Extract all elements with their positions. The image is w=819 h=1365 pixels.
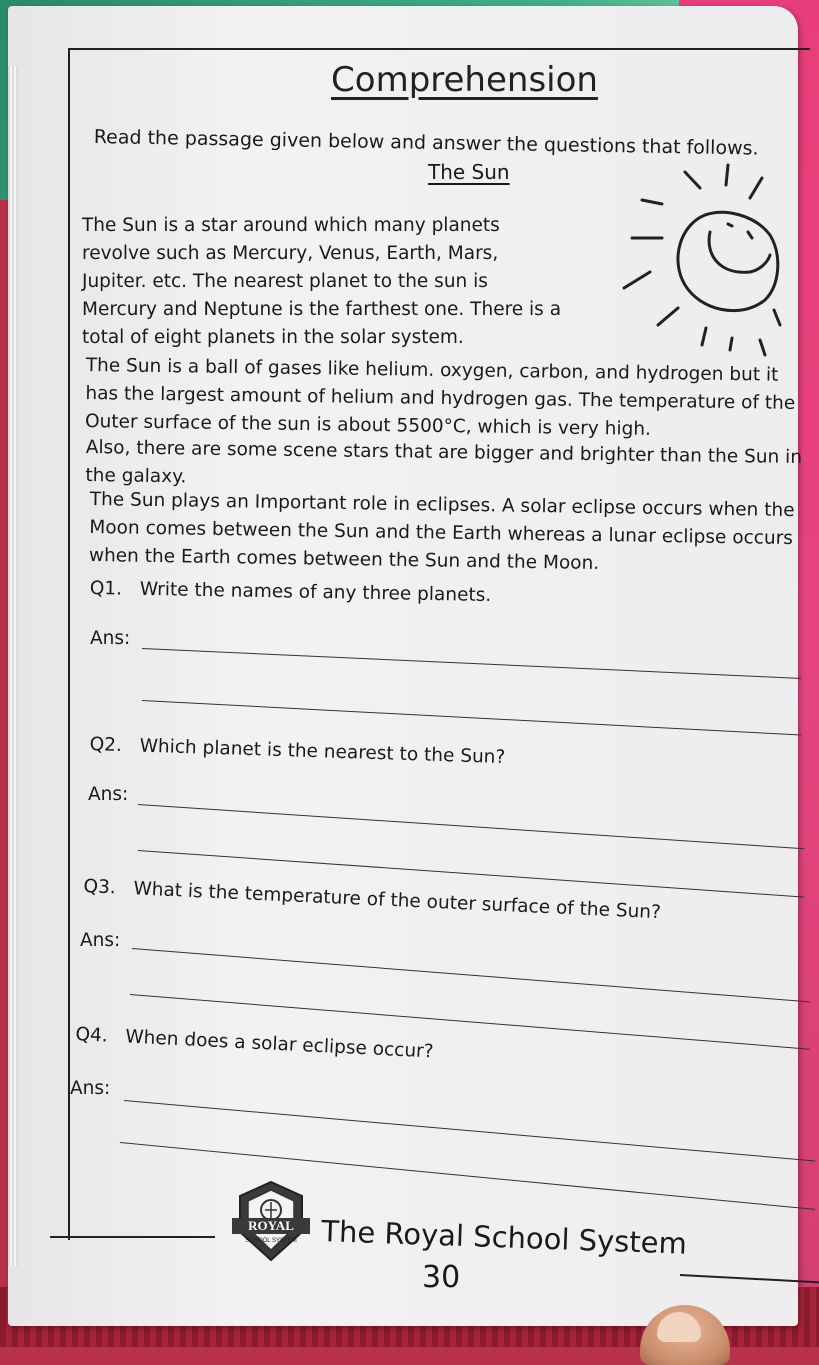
answer-label: Ans: [90, 628, 131, 649]
question-3 [83, 876, 661, 923]
school-name: The Royal School System [320, 1214, 688, 1261]
answer-label: Ans: [80, 930, 121, 951]
question-number: Q1. [89, 578, 123, 600]
answer-line[interactable] [142, 648, 801, 679]
question-number: Q4. [74, 1024, 109, 1047]
question-number: Q3. [83, 876, 117, 899]
sun-drawing-icon [610, 160, 790, 360]
paragraph-1: The Sun is a star around which many planets revolve such as Mercury, Venus, Earth, Mars, Jupiter. etc. The nearest planet to the sun is Mercury and Neptune is the farthest one. There is a total of eight planets in the solar system. [82, 215, 562, 348]
question-1 [90, 578, 492, 606]
answer-label: Ans: [88, 784, 129, 805]
question-text: When does a solar eclipse occur? [124, 1026, 434, 1063]
question-text: What is the temperature of the outer surface of the Sun? [132, 878, 662, 924]
page-number: 30 [422, 1260, 461, 1295]
answer-line[interactable] [132, 948, 810, 1002]
paragraph-2: The Sun is a ball of gases like helium. oxygen, carbon, and hydrogen but it has the largest amount of helium and hydrogen gas. The temperature of the Outer surface of the sun is about 5500°C, which is very high. [84, 354, 796, 440]
question-4 [75, 1024, 434, 1062]
paragraph-4: The Sun plays an Important role in eclipses. A solar eclipse occurs when the Moon comes between the Sun and the Earth whereas a lunar eclipse occurs when the Earth comes between the Sun and the Moon. [88, 488, 795, 575]
paragraph-3: Also, there are some scene stars that are bigger and brighter than the Sun in the galaxy. [85, 436, 803, 488]
question-2 [89, 734, 505, 768]
answer-label: Ans: [70, 1078, 111, 1099]
answer-line[interactable] [142, 700, 801, 736]
footer-rule-right [680, 1274, 819, 1283]
answer-line[interactable] [138, 804, 805, 849]
footer-rule-left [50, 1236, 215, 1238]
instructions: Read the passage given below and answer the questions that follows. [93, 126, 759, 160]
question-text: Which planet is the nearest to the Sun? [139, 735, 506, 769]
passage-title: The Sun [428, 160, 510, 184]
question-number: Q2. [89, 734, 123, 757]
logo-text: ROYAL [248, 1218, 294, 1233]
logo-subtext: SCHOOL SYSTEM [245, 1238, 297, 1244]
page-title: Comprehension [331, 60, 598, 100]
question-text: Write the names of any three planets. [139, 578, 492, 607]
school-logo-icon [230, 1180, 312, 1264]
